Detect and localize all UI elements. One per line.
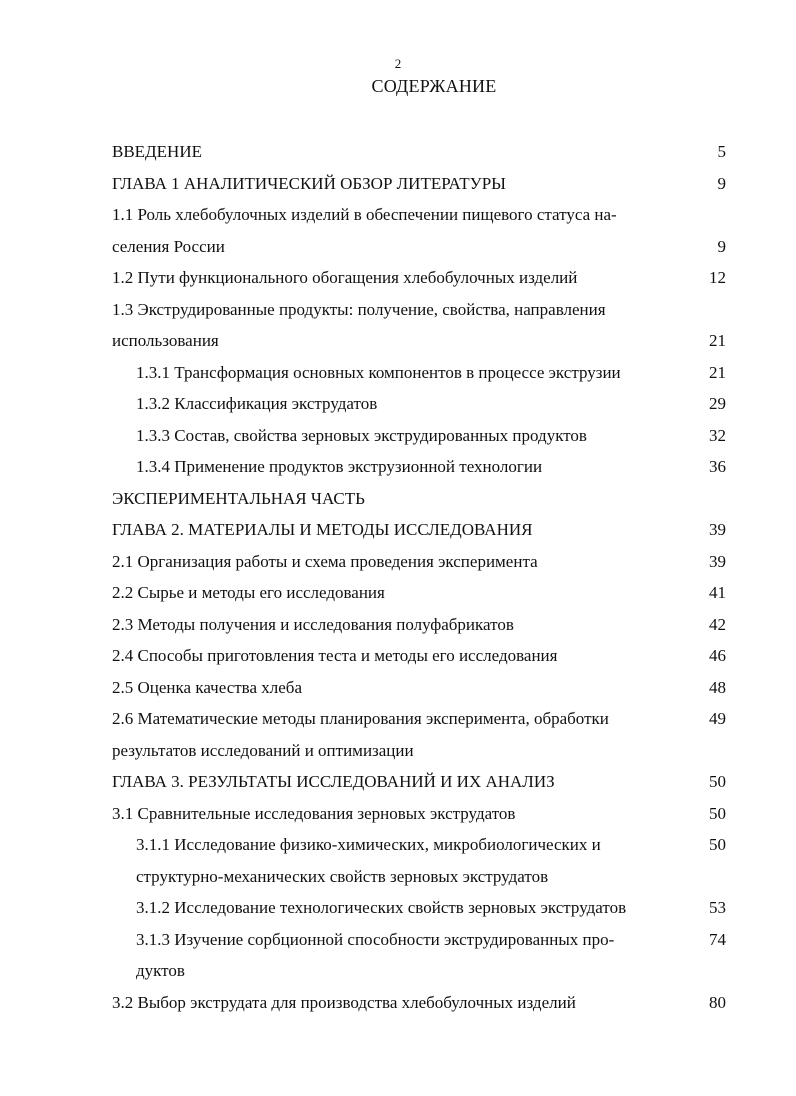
page-number: 2 xyxy=(394,56,402,71)
toc-entry-page: 80 xyxy=(709,992,726,1012)
toc-entry xyxy=(112,798,730,830)
toc-entry-page: 39 xyxy=(709,520,726,539)
toc-entry-title: 1.3.4 Применение продуктов экструзионной технологии xyxy=(136,457,543,476)
toc-entry xyxy=(112,294,730,357)
toc-entry xyxy=(112,262,730,294)
toc-entry-page: 5 xyxy=(717,142,726,161)
toc-entry-page: 50 xyxy=(709,772,726,791)
toc-entry-title: ГЛАВА 2. МАТЕРИАЛЫ И МЕТОДЫ ИССЛЕДОВАНИЯ xyxy=(112,520,533,539)
toc-entry-page: 46 xyxy=(709,646,726,665)
toc-entry-title: ГЛАВА 3. РЕЗУЛЬТАТЫ ИССЛЕДОВАНИЙ И ИХ АНАЛИЗ xyxy=(112,772,555,791)
toc-entry-page: 42 xyxy=(709,614,726,634)
toc-entry xyxy=(112,609,730,641)
toc-entry-title: 2.3 Методы получения и исследования полуфабрикатов xyxy=(112,614,514,634)
toc-entry-page: 41 xyxy=(709,583,726,602)
toc-entry-title: ЭКСПЕРИМЕНТАЛЬНАЯ ЧАСТЬ xyxy=(112,488,365,508)
toc-entry xyxy=(112,420,730,452)
toc-entry-page: 29 xyxy=(709,394,726,413)
toc-entry-title: 1.3.2 Классификация экструдатов xyxy=(136,394,378,413)
toc-entry-page: 9 xyxy=(717,236,726,256)
toc-entry-title: 3.1.2 Исследование технологических свойств зерновых экструдатов xyxy=(136,898,627,917)
toc-entry xyxy=(112,451,730,483)
toc-entry-title: 3.2 Выбор экструдата для производства хлебобулочных изделий xyxy=(112,992,576,1012)
toc-entry-page: 48 xyxy=(709,677,726,697)
toc-entry-page: 21 xyxy=(709,331,726,350)
toc-entry xyxy=(112,766,730,798)
toc-entry-title: 1.3 Экструдированные продукты: получение, свойства, направления использования xyxy=(112,299,606,350)
toc-entry-title: ВВЕДЕНИЕ xyxy=(112,142,202,161)
toc-entry-title: 2.5 Оценка качества хлеба xyxy=(112,677,302,697)
toc-entry xyxy=(112,388,730,420)
toc-entry xyxy=(112,483,730,515)
toc-entry xyxy=(112,357,730,389)
toc-entry-page: 53 xyxy=(709,898,726,917)
toc-entry-page: 50 xyxy=(709,835,726,854)
toc-entry xyxy=(112,199,730,262)
table-of-contents xyxy=(112,136,730,1018)
toc-entry-page: 32 xyxy=(709,425,726,445)
toc-entry-page: 21 xyxy=(709,362,726,382)
toc-entry xyxy=(112,672,730,704)
toc-entry-page: 39 xyxy=(709,551,726,571)
toc-entry xyxy=(112,924,730,987)
toc-entry-title: 1.3.1 Трансформация основных компонентов в процессе экструзии xyxy=(136,362,621,382)
toc-entry-page: 74 xyxy=(709,929,726,949)
toc-entry-title: 2.2 Сырье и методы его исследования xyxy=(112,583,385,602)
toc-entry-page: 9 xyxy=(717,173,726,193)
toc-entry-title: 2.1 Организация работы и схема проведения эксперимента xyxy=(112,551,538,571)
toc-entry-title: 1.3.3 Состав, свойства зерновых экструдированных продуктов xyxy=(136,425,587,445)
toc-entry xyxy=(112,168,730,200)
toc-entry-title: 1.2 Пути функционального обогащения хлебобулочных изделий xyxy=(112,268,578,287)
toc-entry-title: ГЛАВА 1 АНАЛИТИЧЕСКИЙ ОБЗОР ЛИТЕРАТУРЫ xyxy=(112,173,506,193)
toc-entry-page: 12 xyxy=(709,268,726,287)
toc-entry xyxy=(112,640,730,672)
toc-entry-title: 3.1 Сравнительные исследования зерновых экструдатов xyxy=(112,803,516,823)
toc-entry-page: 36 xyxy=(709,457,726,476)
toc-entry-page: 49 xyxy=(709,709,726,728)
toc-entry-title: 2.4 Способы приготовления теста и методы его исследования xyxy=(112,646,558,665)
toc-entry-title: 2.6 Математические методы планирования эксперимента, обработки результатов исследований и оптимизации xyxy=(112,709,609,760)
toc-entry xyxy=(112,892,730,924)
toc-entry xyxy=(112,136,730,168)
toc-entry-page: 50 xyxy=(709,803,726,823)
toc-entry-title: 3.1.1 Исследование физико-химических, микробиологических и структурно-механических свойств зерновых экструдатов xyxy=(136,835,601,886)
toc-entry xyxy=(112,829,730,892)
toc-entry xyxy=(112,514,730,546)
toc-entry xyxy=(112,987,730,1019)
toc-entry xyxy=(112,577,730,609)
toc-entry xyxy=(112,546,730,578)
toc-entry-title: 1.1 Роль хлебобулочных изделий в обеспечении пищевого статуса на- селения России xyxy=(112,205,617,256)
page-title: СОДЕРЖАНИЕ xyxy=(371,76,497,96)
toc-entry xyxy=(112,703,730,766)
toc-entry-title: 3.1.3 Изучение сорбционной способности экструдированных про- дуктов xyxy=(136,929,615,980)
